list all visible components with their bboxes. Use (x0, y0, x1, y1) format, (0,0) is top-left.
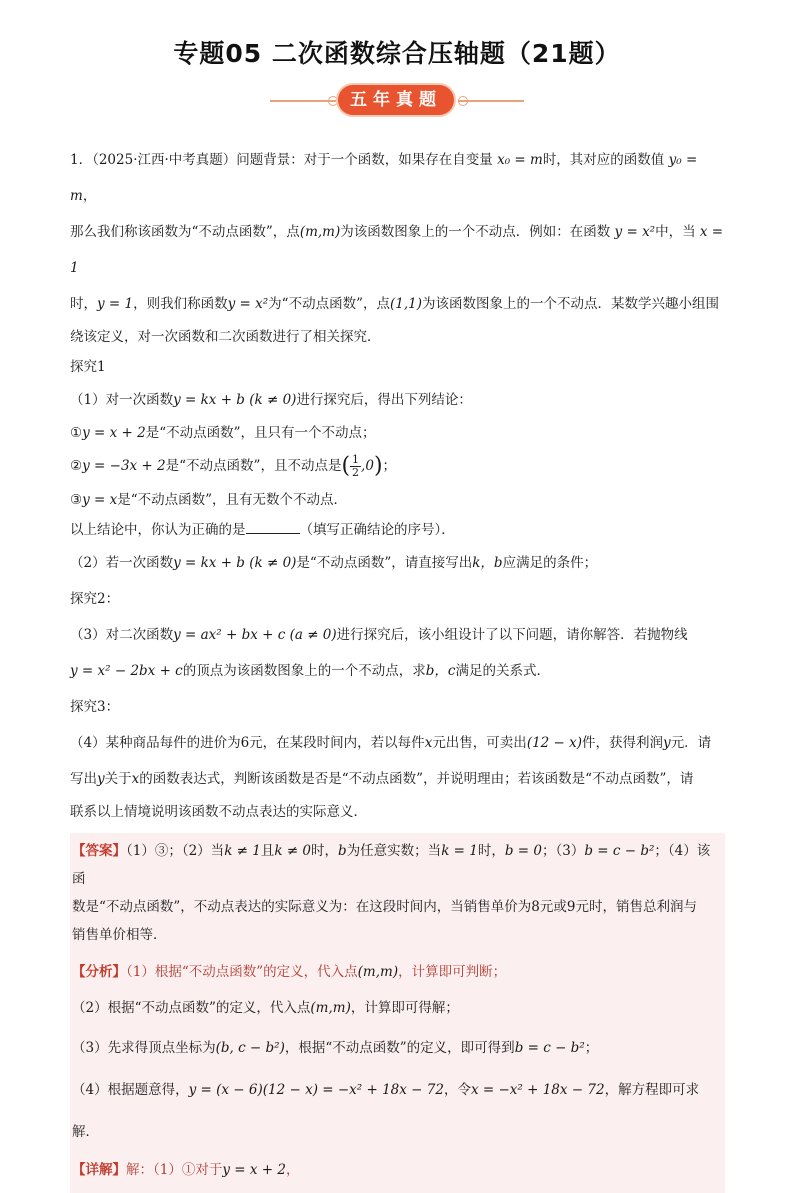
question-part-4: （4）某种商品每件的进价为6元，在某段时间内，若以每件x元出售，可卖出(12 − x)件，获得利润y元．请 (70, 734, 712, 751)
fraction: $\frac{1}{2}$ (352, 453, 360, 479)
explore-heading: 探究3： (70, 698, 120, 715)
analysis-line: （3）先求得顶点坐标为(b, c − b²)，根据“不动点函数”的定义，即可得到b = c − b²； (72, 1039, 599, 1056)
fill-in-line: 以上结论中，你认为正确的是 （填写正确结论的序号）． (70, 515, 725, 545)
explore-heading: 探究2： (70, 590, 120, 607)
analysis-tag: 【分析】 (72, 963, 126, 980)
banner-label: 五年真题 (338, 85, 454, 115)
answer-line: 销售单价相等． (72, 926, 167, 943)
detail-tag: 【详解】 (72, 1161, 126, 1178)
question-part-1: （1）对一次函数y = kx + b (k ≠ 0)进行探究后，得出下列结论： (70, 392, 472, 408)
question-line: 那么我们称该函数为“不动点函数”，点(m,m)为该函数图象上的一个不动点．例如：在函数 y = x²中，当 x = 1 (70, 224, 724, 276)
analysis-line: （4）根据题意得，y = (x − 6)(12 − x) = −x² + 18x − 72，令x = −x² + 18x − 72，解方程即可求解． (72, 1081, 700, 1140)
question-line: y = x² − 2bx + c的顶点为该函数图象上的一个不动点，求b，c满足的关系式． (70, 662, 550, 679)
detail-line: 【详解】解：（1）①对于y = x + 2， (72, 1161, 300, 1178)
conclusion-2: ②y = −3x + 2是“不动点函数”，且不动点是( $\frac{1}{2}$ ,0)； (70, 453, 397, 479)
conclusion-1: ①y = x + 2是“不动点函数”，且只有一个不动点； (70, 425, 376, 441)
question-content (70, 142, 725, 1193)
banner-left-line (270, 100, 336, 102)
answer-tag: 【答案】 (72, 842, 126, 859)
question-line: 联系以上情境说明该函数不动点表达的实际意义． (70, 803, 367, 820)
analysis-line: （2）根据“不动点函数”的定义，代入点(m,m)，计算即可得解； (72, 999, 459, 1016)
section-banner (270, 84, 524, 118)
page-title: 专题05 二次函数综合压轴题（21题） (173, 39, 621, 68)
question-part-2: （2）若一次函数y = kx + b (k ≠ 0)是“不动点函数”，请直接写出k，b应满足的条件； (70, 554, 598, 571)
question-line: 绕该定义，对一次函数和二次函数进行了相关探究． (70, 329, 381, 345)
answer-blank[interactable] (246, 519, 300, 534)
question-line: 1．（2025·江西·中考真题）问题背景：对于一个函数，如果存在自变量 x₀ = m时，其对应的函数值 y₀ = m， (70, 152, 698, 204)
analysis-line: 【分析】（1）根据“不动点函数”的定义，代入点(m,m)，计算即可判断； (72, 963, 507, 980)
banner-ornament-icon (328, 96, 338, 106)
answer-line: 【答案】（1）③；（2）当k ≠ 1且k ≠ 0时，b为任意实数；当k = 1时，b = 0；（3）b = c − b²；（4）该函 (72, 842, 711, 887)
answer-line: 数是“不动点函数”，不动点表达的实际意义为：在这段时间内，当销售单价为8元或9元时，销售总利润与 (72, 898, 697, 915)
banner-right-line (458, 100, 524, 102)
question-part-3: （3）对二次函数y = ax² + bx + c (a ≠ 0)进行探究后，该小组设计了以下问题，请你解答．若抛物线 (70, 626, 688, 643)
question-line: 时，y = 1，则我们称函数y = x²为“不动点函数”，点(1,1)为该函数图象上的一个不动点．某数学兴趣小组围 (70, 296, 719, 312)
explore-heading: 探究1 (70, 359, 106, 375)
question-line: 写出y关于x的函数表达式，判断该函数是否是“不动点函数”，并说明理由；若该函数是“不动点函数”，请 (70, 770, 694, 787)
conclusion-3: ③y = x是“不动点函数”，且有无数个不动点． (70, 491, 348, 508)
answer-section (70, 833, 725, 1193)
